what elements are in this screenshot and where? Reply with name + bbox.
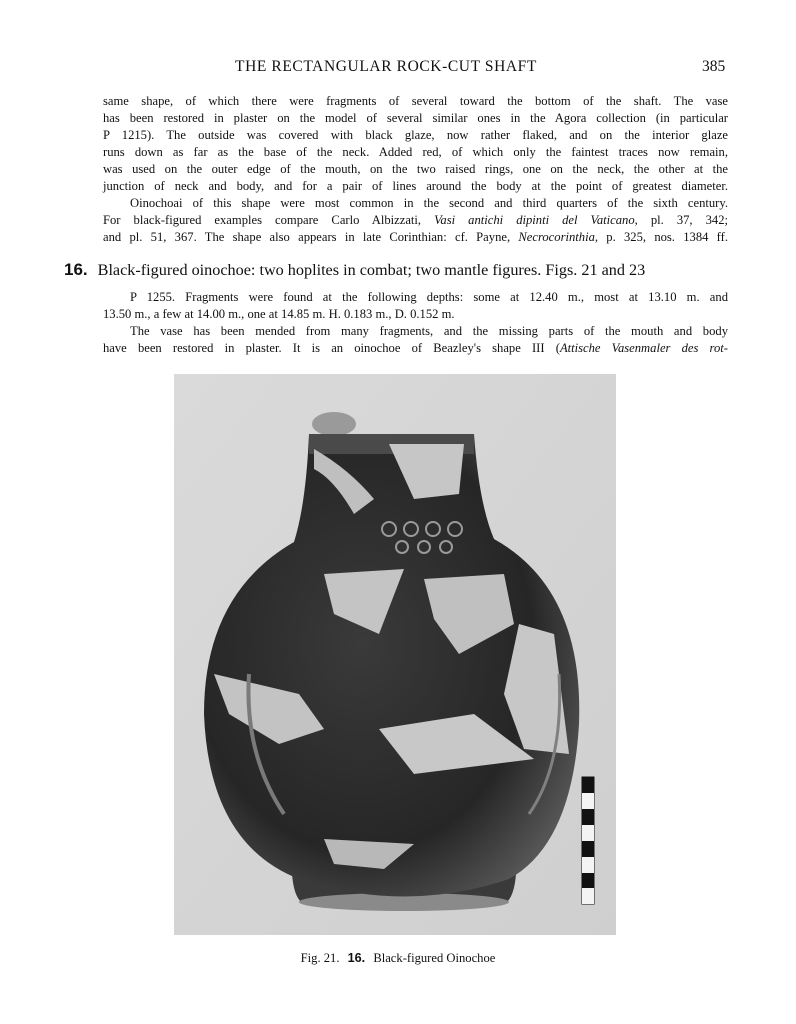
figure-catalogue-number: 16. <box>347 951 366 965</box>
citation-title: Attische Vasenmaler des rot- <box>559 340 728 355</box>
paragraph-description <box>103 323 728 357</box>
running-head <box>0 58 796 80</box>
text-line: P 1255. Fragments were found at the following depths: some at 12.40 m., most at 13.10 m. and <box>130 290 728 304</box>
text-line: and pl. 51, 367. The shape also appears in late Corinthian: cf. Payne, Necrocorinthia, p. 325, nos. 1384 ff. <box>103 229 728 244</box>
text-line: 13.50 m., a few at 14.00 m., one at 14.85 m. H. 0.183 m., D. 0.152 m. <box>103 306 455 321</box>
oinochoe-photograph <box>174 374 616 935</box>
text-line: have been restored in plaster. It is an oinochoe of Beazley's shape III (Attische Vasenmaler des rot- <box>103 340 728 355</box>
text-line: same shape, of which there were fragments of several toward the bottom of the shaft. The vase <box>103 94 728 108</box>
catalogue-title: Black-figured oinochoe: two hoplites in combat; two mantle figures. Figs. 21 and 23 <box>97 261 646 279</box>
paragraph-shape-description <box>103 93 728 194</box>
running-head-title: THE RECTANGULAR ROCK-CUT SHAFT <box>235 58 537 75</box>
page-number: 385 <box>702 58 726 75</box>
figure-caption-text: Black-figured Oinochoe <box>373 951 496 965</box>
citation-title: Vasi antichi dipinti del Vaticano <box>434 212 635 227</box>
figure-label: Fig. 21. <box>300 951 340 965</box>
text-line: P 1215). The outside was covered with black glaze, now rather flaked, and on the interior glaze <box>103 127 728 142</box>
citation-title: Necrocorinthia <box>518 229 595 244</box>
paragraph-findspot <box>103 289 728 323</box>
text-line: junction of neck and body, and for a pair of lines around the body at the point of greatest diameter. <box>103 178 728 193</box>
text-line: has been restored in plaster on the model of several similar ones in the Agora collection (in particular <box>103 110 728 125</box>
text-line: For black-figured examples compare Carlo Albizzati, Vasi antichi dipinti del Vaticano, pl. 37, 342; <box>103 212 729 227</box>
catalogue-number: 16. <box>64 260 88 279</box>
catalogue-heading <box>64 260 744 280</box>
text-line: runs down as far as the base of the neck. Added red, of which only the faintest traces now remain, <box>103 144 728 159</box>
text-line: was used on the outer edge of the mouth, on the two raised rings, one on the neck, the other at the <box>103 161 728 176</box>
vase-handle <box>312 412 356 436</box>
figure-caption <box>0 951 796 966</box>
text-line: Oinochoai of this shape were most common in the second and third quarters of the sixth century. <box>130 196 728 210</box>
scale-bar <box>582 777 594 904</box>
paragraph-comparanda <box>103 195 728 246</box>
text-line: The vase has been mended from many fragments, and the missing parts of the mouth and body <box>130 324 728 338</box>
